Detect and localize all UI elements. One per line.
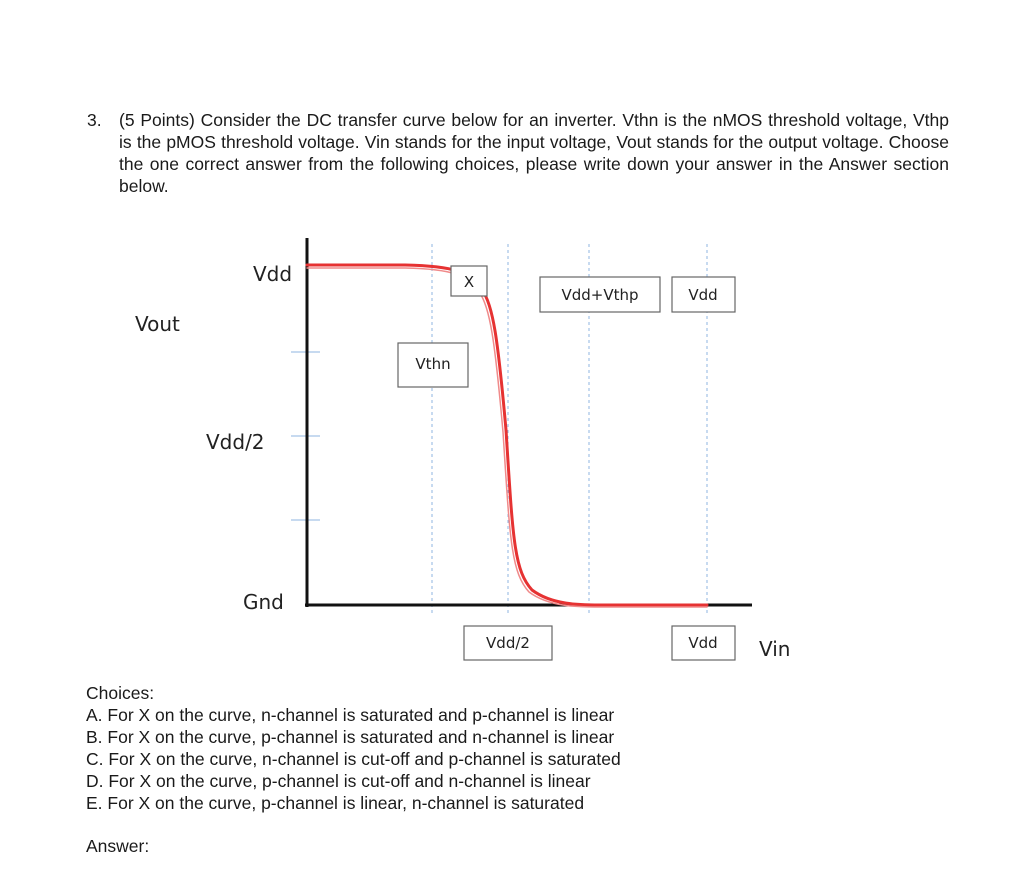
box-x-point-label: X bbox=[463, 273, 475, 291]
transfer-curve bbox=[307, 265, 707, 607]
choice-c: C. For X on the curve, n-channel is cut-off and p-channel is saturated bbox=[86, 749, 621, 769]
box-vdd-half-bottom bbox=[464, 626, 552, 660]
x-axis-title: Vin bbox=[759, 637, 791, 661]
choice-b: B. For X on the curve, p-channel is saturated and n-channel is linear bbox=[86, 727, 615, 747]
box-vdd-top bbox=[672, 277, 735, 312]
choices-header: Choices: bbox=[86, 683, 155, 703]
box-vdd-half-bottom-label: Vdd/2 bbox=[486, 634, 530, 652]
answer-label: Answer: bbox=[86, 836, 150, 856]
y-tick-gnd: Gnd bbox=[243, 590, 284, 614]
question-number: 3. bbox=[87, 110, 102, 130]
question-text: (5 Points) Consider the DC transfer curve below for an inverter. Vthn is the nMOS threshold voltage, Vthp is the pMOS threshold voltage. Vin stands for the input voltage, Vout stands for the output voltage. Choose the one correct answer from the following choices, please write down your answer in the Answer section below. bbox=[119, 110, 949, 196]
box-x-point bbox=[451, 266, 487, 296]
box-vdd-plus-vthp bbox=[540, 277, 660, 312]
choice-e: E. For X on the curve, p-channel is linear, n-channel is saturated bbox=[86, 793, 585, 813]
y-axis-title: Vout bbox=[135, 312, 180, 336]
choice-d: D. For X on the curve, p-channel is cut-off and n-channel is linear bbox=[86, 771, 591, 791]
choices-list bbox=[86, 682, 621, 814]
box-vdd-plus-vthp-label: Vdd+Vthp bbox=[561, 286, 639, 304]
box-vthn bbox=[398, 343, 468, 387]
box-vthn-label: Vthn bbox=[415, 355, 451, 373]
y-tick-vdd: Vdd bbox=[253, 262, 293, 286]
choice-a: A. For X on the curve, n-channel is saturated and p-channel is linear bbox=[86, 705, 615, 725]
box-vdd-bottom bbox=[672, 626, 735, 660]
y-tick-vdd-half: Vdd/2 bbox=[206, 430, 265, 454]
box-vdd-bottom-label: Vdd bbox=[688, 634, 718, 652]
box-vdd-top-label: Vdd bbox=[688, 286, 718, 304]
